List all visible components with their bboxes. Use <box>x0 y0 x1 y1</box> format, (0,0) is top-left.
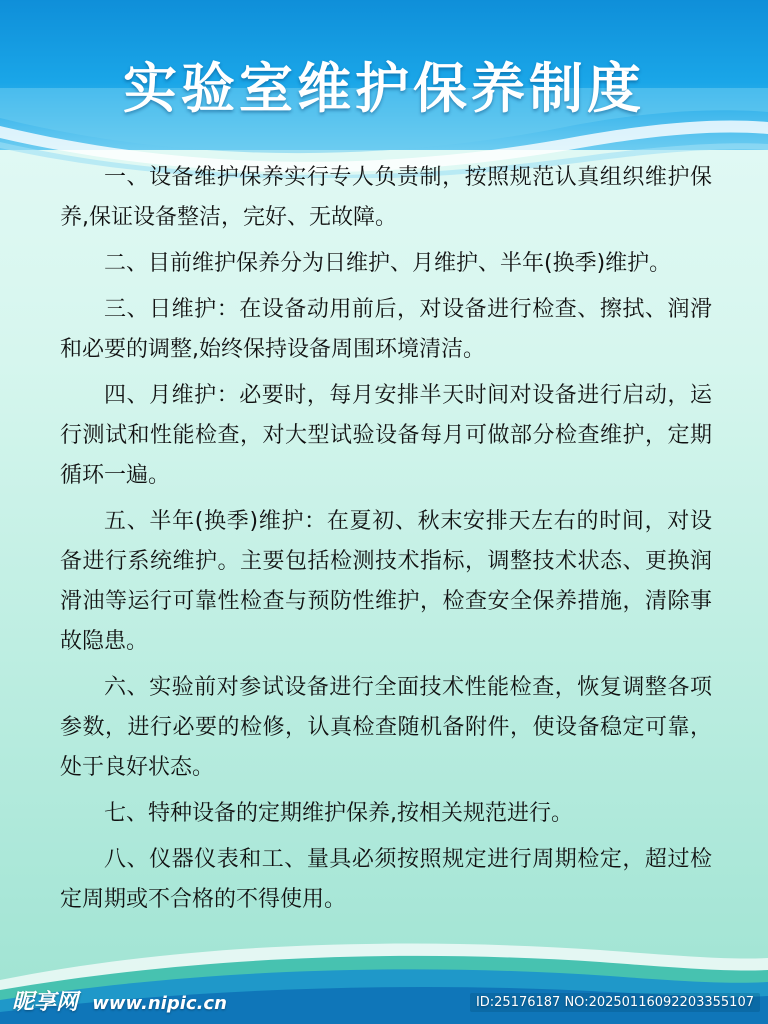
regulation-item-2: 二、目前维护保养分为日维护、月维护、半年(换季)维护。 <box>104 251 672 276</box>
regulation-item-8: 八、仪器仪表和工、量具必须按照规定进行周期检定，超过检定周期或不合格的不得使用。 <box>60 847 712 912</box>
regulation-item-4: 四、月维护：必要时，每月安排半天时间对设备进行启动，运行测试和性能检查，对大型试验设备每月可做部分检查维护，定期循环一遍。 <box>60 383 712 488</box>
regulation-list <box>60 158 712 926</box>
regulation-item-1: 一、设备维护保养实行专人负责制，按照规范认真组织维护保养,保证设备整洁，完好、无故障。 <box>60 165 712 230</box>
watermark-brand <box>12 985 227 1016</box>
regulation-item-6: 六、实验前对参试设备进行全面技术性能检查，恢复调整各项参数，进行必要的检修，认真检查随机备附件，使设备稳定可靠，处于良好状态。 <box>60 675 712 780</box>
regulation-item-7: 七、特种设备的定期维护保养,按相关规范进行。 <box>104 801 573 826</box>
regulation-item-5: 五、半年(换季)维护：在夏初、秋末安排天左右的时间，对设备进行系统维护。主要包括检测技术指标，调整技术状态、更换润滑油等运行可靠性检查与预防性维护，检查安全保养措施，清除事故隐患。 <box>60 509 712 654</box>
page-title: 实验室维护保养制度 <box>123 57 645 120</box>
brand-name: 昵享网 <box>12 990 79 1015</box>
brand-site: www.nipic.cn <box>92 993 227 1014</box>
regulation-item-3: 三、日维护：在设备动用前后，对设备进行检查、擦拭、润滑和必要的调整,始终保持设备周围环境清洁。 <box>60 297 712 362</box>
image-id-label: ID:25176187 NO:20250116092203355107 <box>470 993 760 1012</box>
